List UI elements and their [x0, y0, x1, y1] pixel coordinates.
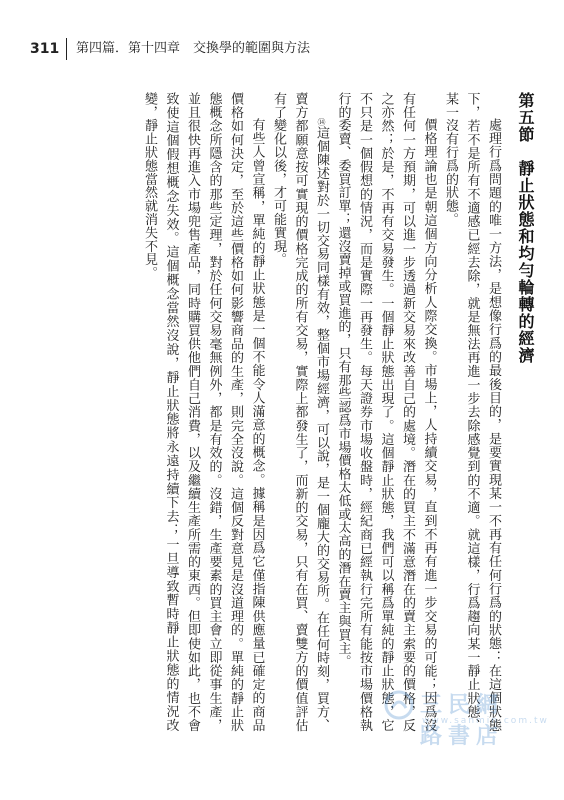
- vertical-text-body: [142, 92, 536, 733]
- running-head: 第四篇．第十四章 交換學的範圍與方法: [76, 41, 311, 56]
- paragraph-3-text: 這個陳述對於一切交易同樣有效，整個市場經濟，可以說，是一個龐大的交易所。在任何時刻，買方、賣方都願意按可實現的價格完成的所有交易，實際上都發生了，而新的交易，只有在買、賣雙方的價值評估有了變化以後，才可能實現。: [271, 92, 329, 733]
- paragraph-3: [268, 92, 333, 732]
- watermark-text: 三民網路書店: [420, 693, 505, 749]
- paragraph-1: 處理行爲問題的唯一方法，是想像行爲的最後目的，是要實現某一不再有任何行爲的狀態：在這個狀態下，若不是所有不適感已經去除，就是無法再進一步去除感覺到的不適。就這樣，行爲趨向某一靜止狀態、某一沒有行爲的狀態。: [443, 92, 501, 732]
- section-title: 第五節 靜止狀態和均勻輪轉的經濟: [516, 92, 535, 364]
- watermark-url: www.sanmin.com.tw: [422, 716, 549, 726]
- page-header: [0, 0, 564, 70]
- paragraph-2: 價格理論也是朝這個方向分析人際交換。市場上，人持續交易，直到不再有進一步交易的可能；因爲沒有任何一方預期，可以進一步透過新交易來改善自己的處境。潛在的買主不滿意潛在的賣主索要的價格，反之亦然；於是，不再有交易發生。一個靜止狀態出現了。這個靜止狀態，我們可以稱爲單純的靜止狀態，它不只是一個假想的情況，而是實際一再發生。每天證券市場收盤時，經紀商已經執行完所有能按市場價格執行的委賣、委買訂單；還沒賣掉或買進的，只有那些認爲市場價格太低或太高的潛在賣主與買主。: [335, 92, 437, 732]
- page-number: 311: [30, 41, 60, 57]
- header-divider: [66, 38, 67, 60]
- footnote-marker: ⑭: [317, 118, 326, 127]
- paragraph-4: 有些人曾宣稱，單純的靜止狀態是一個不能令人滿意的概念。據稱是因爲它僅指陳供應量已確定的商品價格如何決定，至於這些價格如何影響商品的生產，則完全沒說。這個反對意見是沒道理的。單純的靜止狀態概念所隱含的那些定理，對於任何交易毫無例外，都是有效的。沒錯，生產要素的買主會立即從事生產，並且很快再進入市場兜售產品，同時購買供他們自己消費，以及繼續生產所需的東西。但即使如此，也不會致使這個假想概念失效。這個概念當然沒說，靜止狀態將永遠持續下去；一旦導致暫時靜止狀態的情況改變，靜止狀態當然就消失不見。: [142, 92, 265, 732]
